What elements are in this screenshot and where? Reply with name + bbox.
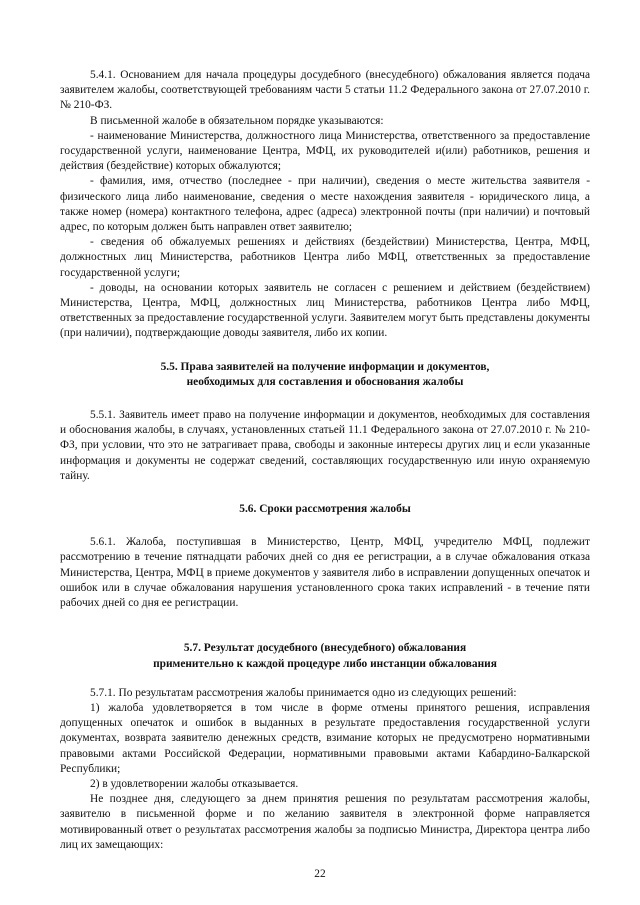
list-item-arguments: - доводы, на основании которых заявитель не согласен с решением и действием (бездействием) Министерства, Центра, МФЦ, должностных лиц Министерства, работников Центра либо МФЦ, ответственных за предоставление государственной услуги. Заявителем могут быть представлены документы (при наличии), подтверждающие доводы заявителя, либо их копии. <box>60 281 590 340</box>
list-item-complaint-satisfied: 1) жалоба удовлетворяется в том числе в форме отмены принятого решения, исправления допущенных опечаток и ошибок в выданных в результате предоставления государственной услуги документах, возврата заявителю денежных средств, взимание которых не предусмотрено нормативными правовыми актами Российской Федерации, нормативными правовыми актами Кабардино-Балкарской Республики; <box>60 701 590 775</box>
section-5-5-heading-line1: 5.5. Права заявителей на получение информации и документов, <box>160 360 490 373</box>
list-item-complaint-refused: 2) в удовлетворении жалобы отказывается. <box>90 777 299 790</box>
section-5-5-heading-line2: необходимых для составления и обоснования жалобы <box>186 375 464 388</box>
paragraph-5-4-1: 5.4.1. Основанием для начала процедуры досудебного (внесудебного) обжалования является подача заявителем жалобы, соответствующей требованиям части 5 статьи 11.2 Федерального закона от 27.07.2010 г. № 210-ФЗ. <box>60 69 590 112</box>
paragraph-complaint-intro: В письменной жалобе в обязательном порядке указываются: <box>90 114 384 127</box>
paragraph-response-deadline: Не позднее дня, следующего за днем принятия решения по результатам рассмотрения жалобы, заявителю в письменной форме и по желанию заявителя в электронной форме направляется мотивированный ответ о результатах рассмотрения жалобы за подписью Министра, Директора центра либо лиц их замещающих: <box>60 793 590 851</box>
list-item-appealed-decisions: - сведения об обжалуемых решениях и действиях (бездействии) Министерства, Центра, МФЦ, должностных лиц Министерства, работников Центра либо МФЦ, ответственных за предоставление государственной услуги; <box>60 236 590 279</box>
paragraph-5-5-1: 5.5.1. Заявитель имеет право на получение информации и документов, необходимых для составления и обоснования жалобы, в случаях, установленных статьей 11.1 Федерального закона от 27.07.2010 г. № 210-ФЗ, при условии, что это не затрагивает права, свободы и законные интересы других лиц и если указанные информация и документы не содержат сведений, составляющих государственную или иную охраняемую тайну. <box>60 409 590 482</box>
page-number: 22 <box>314 868 326 880</box>
section-5-7-heading-line1: 5.7. Результат досудебного (внесудебного) обжалования <box>183 642 467 655</box>
section-5-7-heading-line2: применительно к каждой процедуре либо инстанции обжалования <box>153 657 497 670</box>
document-body <box>60 68 590 853</box>
list-item-applicant-info: - фамилия, имя, отчество (последнее - при наличии), сведения о месте жительства заявителя - физического лица либо наименование, сведения о месте нахождения заявителя - юридического лица, а также номер (номера) контактного телефона, адрес (адреса) электронной почты (при наличии) и почтовый адрес, по которым должен быть направлен ответ заявителю; <box>60 175 590 234</box>
list-item-ministry-name: - наименование Министерства, должностного лица Министерства, ответственного за предоставление государственной услуги, наименование Центра, МФЦ, их руководителей и(или) работников, решения и действия (бездействие) которых обжалуются; <box>60 129 590 173</box>
paragraph-5-6-1: 5.6.1. Жалоба, поступившая в Министерство, Центр, МФЦ, учредителю МФЦ, подлежит рассмотрению в течение пятнадцати рабочих дней со дня ее регистрации, а в случае обжалования отказа Министерства, Центра, МФЦ в приеме документов у заявителя либо в исправлении допущенных опечаток и ошибок или в случае обжалования нарушения установленного срока таких исправлений - в течение пяти рабочих дней со дня ее регистрации. <box>60 536 590 610</box>
section-5-6-heading: 5.6. Сроки рассмотрения жалобы <box>239 503 411 516</box>
paragraph-5-7-1: 5.7.1. По результатам рассмотрения жалобы принимается одно из следующих решений: <box>90 686 517 699</box>
